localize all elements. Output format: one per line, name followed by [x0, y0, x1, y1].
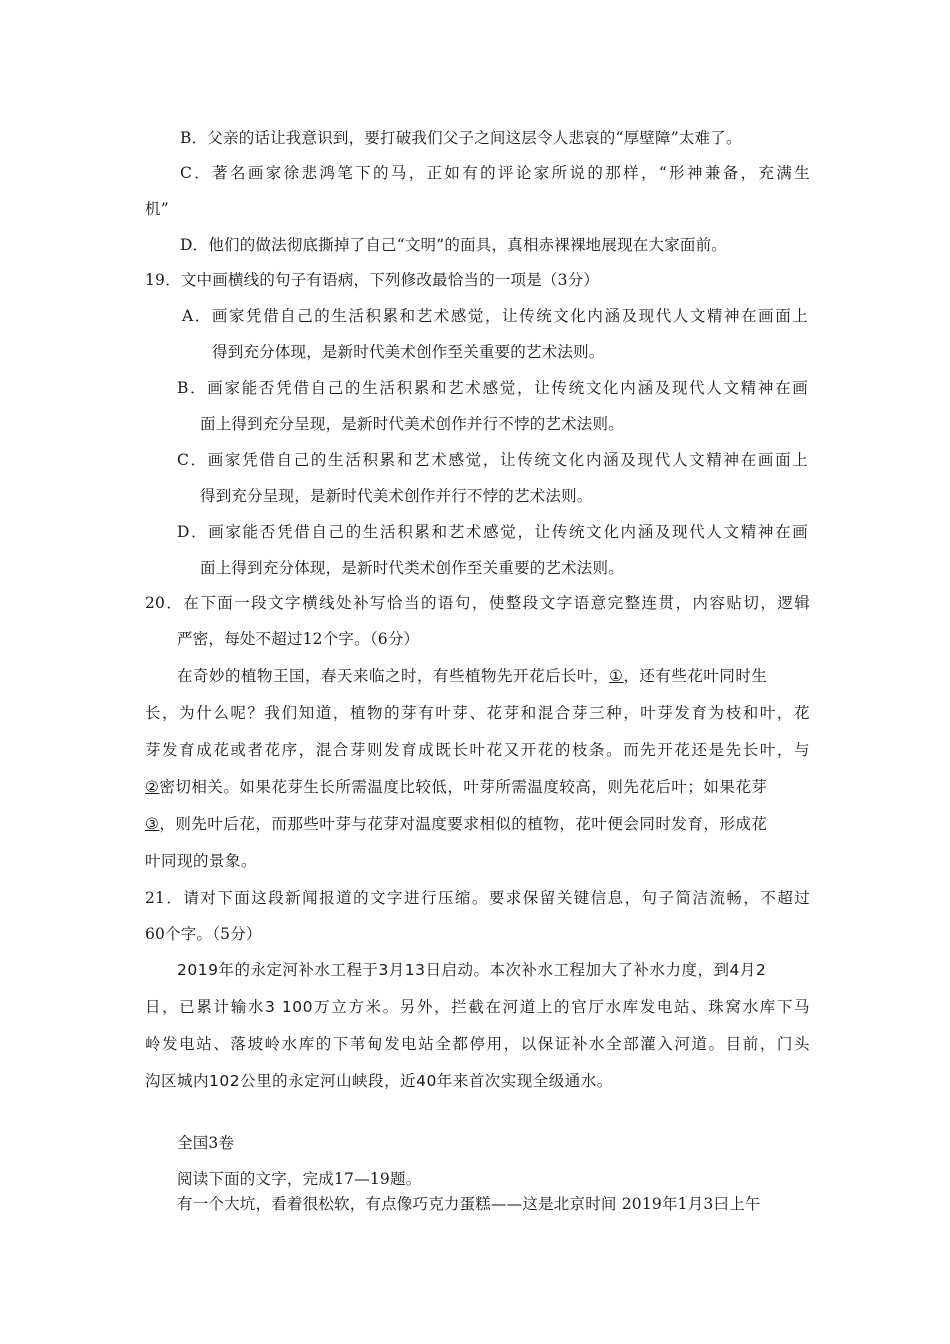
q21-stem-line2: 60个字。（5分） — [145, 925, 262, 943]
q18-option-d: D．他们的做法彻底撕掉了自己“文明”的面具，真相赤裸裸地展现在大家面前。 — [180, 236, 727, 254]
q20-blank-1: ① — [609, 667, 624, 685]
q20-passage-line6: 叶同现的景象。 — [145, 852, 258, 870]
q18-option-b: B．父亲的话让我意识到，要打破我们父子之间这层令人悲哀的“厚壁障”太难了。 — [180, 129, 742, 147]
q21-stem-line1: 21．请对下面这段新闻报道的文字进行压缩。要求保留关键信息，句子简洁流畅，不超过 — [145, 889, 810, 907]
section-intro: 阅读下面的文字，完成17—19题。 — [177, 1170, 422, 1188]
q19-option-c-line1: C．画家凭借自己的生活积累和艺术感觉，让传统文化内涵及现代人文精神在画面上 — [177, 451, 808, 469]
q20-passage-line1 — [177, 666, 808, 686]
section-passage-line1: 有一个大坑，看着很松软，有点像巧克力蛋糕——这是北京时间 2019年1月3曰上午 — [177, 1195, 761, 1213]
q20-passage-line5 — [145, 814, 810, 834]
q19-stem: 19．文中画横线的句子有语病，下列修改最恰当的一项是（3分） — [145, 271, 600, 289]
q20-passage-line2: 长，为什么呢？我们知道，植物的芽有叶芽、花芽和混合芽三种，叶芽发育为枝和叶，花 — [145, 704, 810, 722]
q20-blank-3: ③ — [145, 815, 160, 833]
q20-stem-line2: 严密，每处不超过12个字。（6分） — [177, 630, 420, 648]
q19-option-b-line1: B．画家能否凭借自己的生活积累和艺术感觉，让传统文化内涵及现代人文精神在画 — [177, 379, 808, 397]
q18-option-c-line2: 机” — [145, 200, 169, 218]
q20-passage-text: 在奇妙的植物王国，春天来临之时，有些植物先开花后长叶， — [177, 667, 610, 685]
q19-option-a-line2: 得到充分体现，是新时代美术创作至关重要的艺术法则。 — [212, 343, 605, 361]
q21-passage-line3: 岭发电站、落坡岭水库的下苇甸发电站全都停用，以保证补水全部灌入河道。目前，门头 — [145, 1035, 810, 1053]
q19-option-d-line2: 面上得到充分体现，是新时代类术创作至关重要的艺术法则。 — [200, 559, 624, 577]
q20-stem-line1: 20．在下面一段文字横线处补写恰当的语句，使整段文字语意完整连贯，内容贴切，逻辑 — [145, 594, 810, 612]
section-title: 全国3卷 — [177, 1134, 235, 1152]
q19-option-a-line1: A．画家凭借自己的生活积累和艺术感觉，让传统文化内涵及现代人文精神在画面上 — [182, 307, 808, 325]
q20-passage-text: ，还有些花叶同时生 — [623, 667, 768, 685]
q19-option-b-line2: 面上得到充分呈现，是新时代美术创作并行不悖的艺术法则。 — [200, 415, 624, 433]
q20-blank-2: ② — [145, 778, 160, 796]
q21-passage-line2: 日，已累计输水3 100万立方米。另外，拦截在河道上的官厅水库发电站、珠窝水库下马 — [145, 998, 810, 1016]
q20-passage-line3: 芽发育成花或者花序，混合芽则发育成既长叶花又开花的枝条。而先开花还是先长叶，与 — [145, 741, 810, 759]
q20-passage-text: ，则先叶后花，而那些叶芽与花芽对温度要求相似的植物，花叶便会同时发育，形成花 — [159, 815, 768, 833]
q20-passage-line4 — [145, 777, 810, 797]
q21-passage-line4: 沟区城内102公里的永定河山峡段，近40年来首次实现全级通水。 — [145, 1072, 613, 1090]
q21-passage-line1: 2019年的永定河补水工程于3月13日启动。本次补水工程加大了补水力度，到4月2 — [177, 961, 767, 979]
q19-option-d-line1: D．画家能否凭借自己的生活积累和艺术感觉，让传统文化内涵及现代人文精神在画 — [177, 523, 808, 541]
q18-option-c-line1: C．著名画家徐悲鸿笔下的马，正如有的评论家所说的那样，“形神兼备，充满生 — [180, 164, 810, 182]
q19-option-c-line2: 得到充分呈现，是新时代美术创作并行不悖的艺术法则。 — [200, 487, 593, 505]
q20-passage-text: 密切相关。如果花芽生长所需温度比较低，叶芽所需温度较高，则先花后叶；如果花芽 — [159, 778, 768, 796]
